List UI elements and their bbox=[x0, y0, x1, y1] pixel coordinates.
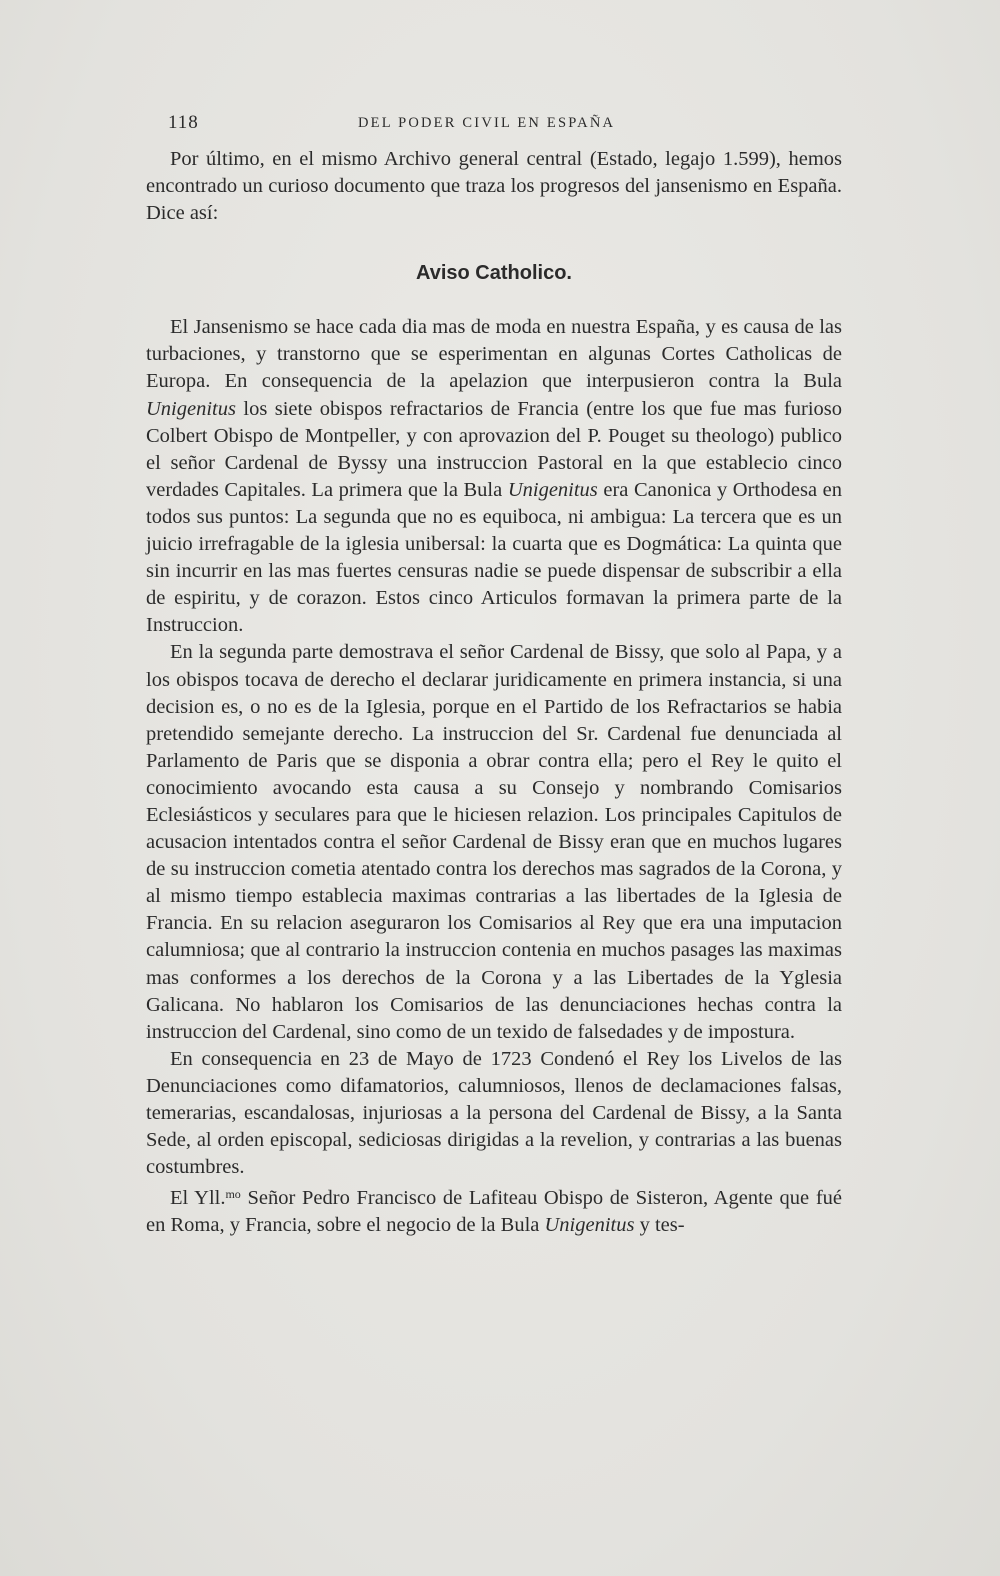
paragraph-1-text-a: El Jansenismo se hace cada dia mas de moda en nuestra España, y es causa de las turbaciones, y transtorno que se esperimentan en algunas Cortes Catholicas de Europa. En consequencia de la apelazion que interpusieron contra la Bula bbox=[146, 316, 842, 393]
intro-paragraph: Por último, en el mismo Archivo general central (Estado, legajo 1.599), hemos encontrado un curioso documento que traza los progresos del jansenismo en España. Dice así: bbox=[146, 148, 842, 225]
superscript: mo bbox=[225, 1187, 241, 1202]
page-number: 118 bbox=[168, 112, 199, 133]
italic-title: Unigenitus bbox=[146, 397, 236, 420]
paragraph-3: En consequencia en 23 de Mayo de 1723 Condenó el Rey los Livelos de las Denunciaciones como difamatorios, calumniosos, llenos de declamaciones falsas, temerarias, escandalosas, injuriosas a la persona del Cardenal de Bissy, a la Santa Sede, al orden episcopal, sediciosas dirigidas a la revelion, y contrarias a las buenas costumbres. bbox=[146, 1047, 842, 1179]
paragraph-1-text-c: era Canonica y Orthodesa en todos sus puntos: La segunda que no es equiboca, ni ambigua: La tercera que es un juicio irrefragable de la iglesia unibersal: la cuarta que es Dogmática: La quinta que sin incurrir en las mas fuertes censuras nadie se puede dispensar de subscribir a ella de espiritu, y de corazon. Estos cinco Articulos formavan la primera parte de la Instruccion. bbox=[146, 478, 842, 637]
running-head: DEL PODER CIVIL EN ESPAÑA bbox=[358, 115, 616, 131]
paragraph-1-text-b: los siete obispos refractarios de Francia (entre los que fue mas furioso Colbert Obispo de Montpeller, y con aprovazion del P. Pouget su theologo) publico el señor Cardenal de Byssy una instruccion Pastoral en la que establecio cinco verdades Capitales. La primera que la Bula bbox=[146, 397, 842, 501]
page-header bbox=[168, 112, 828, 138]
section-heading: Aviso Catholico. bbox=[416, 262, 572, 285]
paragraph-4-text-a: El Yll. bbox=[170, 1187, 226, 1210]
paragraph-2: En la segunda parte demostrava el señor Cardenal de Bissy, que solo al Papa, y a los obispos tocava de derecho el declarar juridicamente en primera instancia, si una decision es, o no es de la Iglesia, porque en el Partido de los Refractarios se habia pretendido semejante derecho. La instruccion del Sr. Cardenal fue denunciada al Parlamento de Paris que se disponia a obrar contra ella; pero el Rey le quito el conocimiento avocando esta causa a su Consejo y nombrando Comisarios Eclesiásticos y seculares para que le hiciesen relazion. Los principales Capitulos de acusacion intentados contra el señor Cardenal de Bissy eran que en muchos lugares de su instruccion cometia atentado contra los derechos mas sagrados de la Corona, y al mismo tiempo establecia maximas contrarias a las libertades de la Iglesia de Francia. En su relacion aseguraron los Comisarios al Rey que era una imputacion calumniosa; que al contrario la instruccion contenia en muchos pasages las maximas mas conformes a los derechos de la Corona y a las Libertades de la Yglesia Galicana. No hablaron los Comisarios de las denunciaciones hechas contra la instruccion del Cardenal, sino como de un texido de falsedades y de impostura. bbox=[146, 641, 842, 1043]
paragraph-1 bbox=[146, 314, 842, 639]
paragraph-4-text-c: y tes- bbox=[634, 1214, 685, 1237]
page-body bbox=[146, 146, 842, 1239]
italic-title: Unigenitus bbox=[544, 1214, 635, 1237]
paragraph-4-text-b: Señor Pedro Francisco de Lafiteau Obispo de Sisteron, Agente que fué en Roma, y Francia, sobre el negocio de la Bula bbox=[146, 1187, 842, 1237]
paragraph-4 bbox=[146, 1181, 842, 1239]
italic-title: Unigenitus bbox=[507, 478, 598, 501]
